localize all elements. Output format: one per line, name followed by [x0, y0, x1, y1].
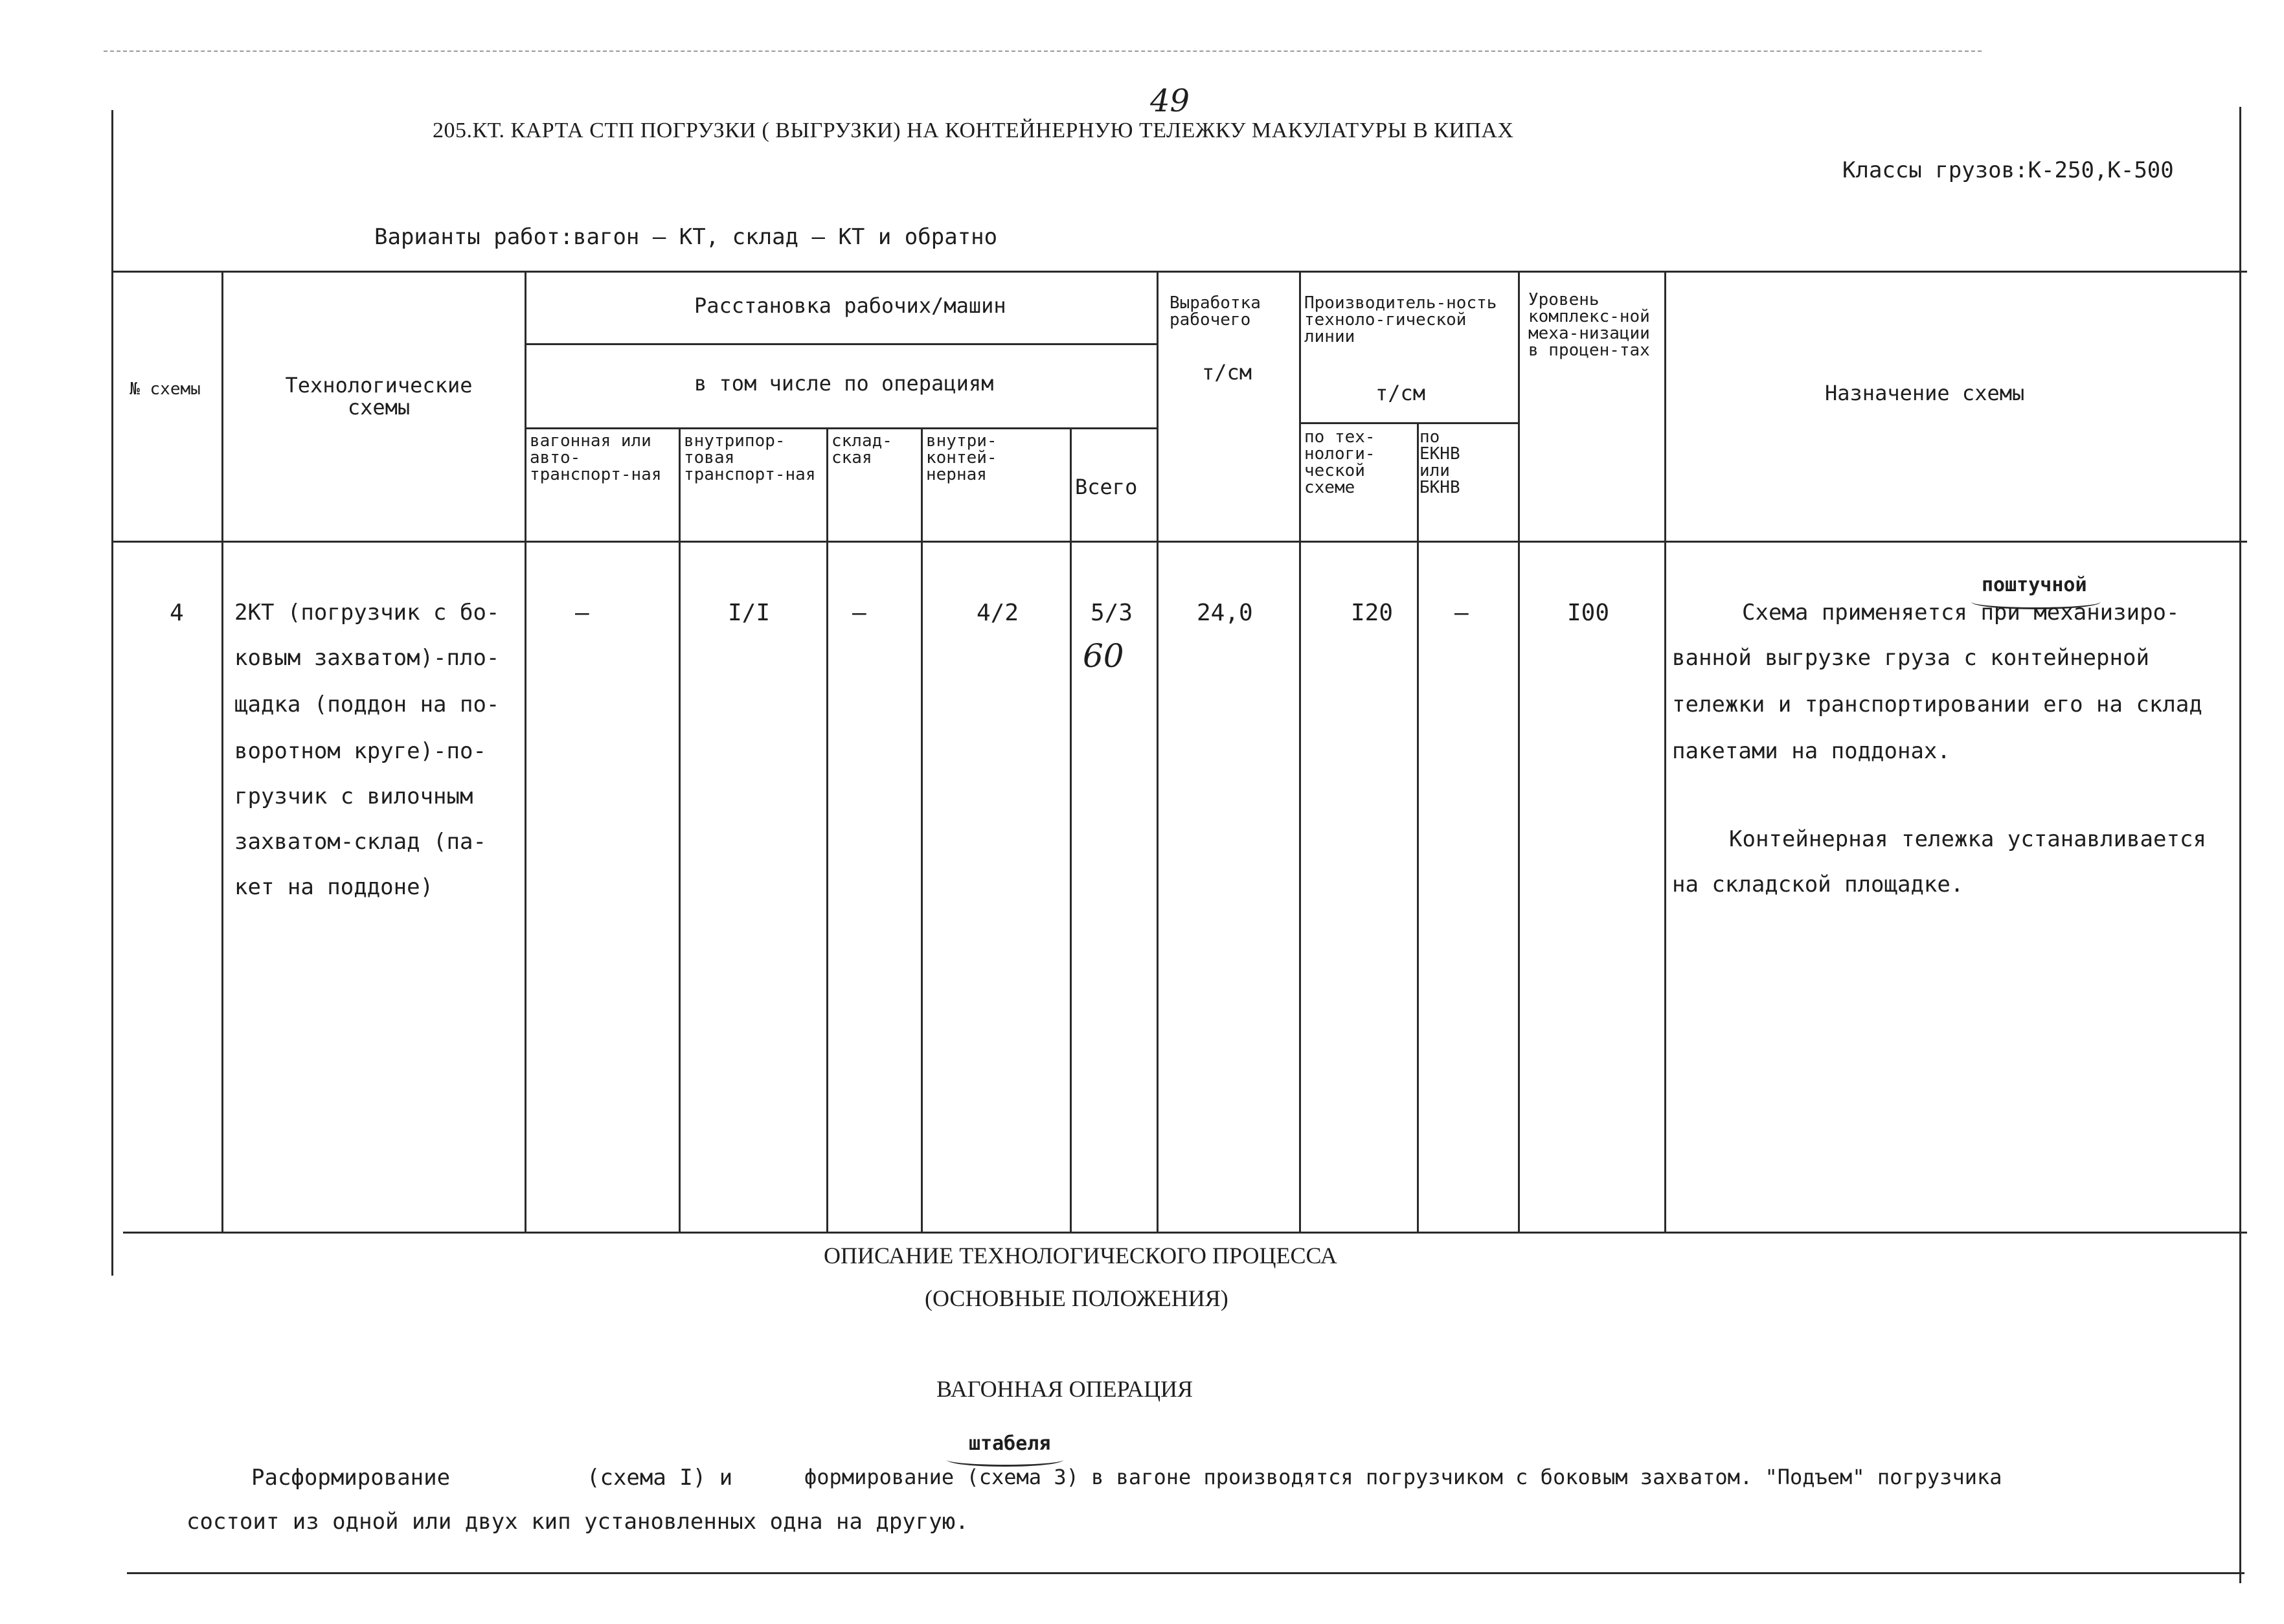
- purpose-line: Контейнерная тележка устанавливается: [1729, 826, 2206, 852]
- row-mechanization: I00: [1567, 600, 1610, 626]
- row-scheme-no: 4: [170, 600, 184, 626]
- section-title: ВАГОННАЯ ОПЕРАЦИЯ: [936, 1376, 1193, 1402]
- row-output: 24,0: [1197, 600, 1253, 626]
- scheme-line: ковым захватом)-пло-: [234, 645, 500, 671]
- scheme-line: 2КТ (погрузчик с бо-: [234, 600, 500, 626]
- header-intraport: внутрипор-товая транспорт-ная: [684, 431, 816, 484]
- header-including: в том числе по операциям: [694, 371, 994, 396]
- purpose-line: пакетами на поддонах.: [1672, 738, 1950, 764]
- header-scheme-no: № схемы: [130, 379, 201, 399]
- scheme-line: захватом-склад (па-: [234, 829, 486, 855]
- scheme-line: кет на поддоне): [234, 874, 434, 900]
- header-purpose: Назначение схемы: [1825, 381, 2025, 405]
- cargo-class: Классы грузов:К-250,К-500: [1842, 157, 2174, 183]
- header-placement: Расстановка рабочих/машин: [694, 293, 1006, 318]
- process-title: ОПИСАНИЕ ТЕХНОЛОГИЧЕСКОГО ПРОЦЕССА: [824, 1243, 1337, 1269]
- purpose-line: ванной выгрузке груза с контейнерной: [1672, 645, 2149, 671]
- top-scan-line: [104, 51, 1982, 52]
- header-by-scheme: по тех-нологи-ческой схеме: [1304, 427, 1375, 497]
- row-by-scheme: I20: [1351, 600, 1394, 626]
- row-warehouse: –: [852, 600, 866, 626]
- row-intraport: I/I: [728, 600, 771, 626]
- process-para-line2: состоит из одной или двух кип установленных одна на другую.: [187, 1509, 969, 1535]
- process-para-c: формирование (схема 3) в вагоне производятся погрузчиком с боковым захватом. "Подъем" погрузчика: [804, 1465, 2002, 1489]
- header-total: Всего: [1075, 475, 1138, 499]
- header-wagon: вагонная или авто-транспорт-ная: [530, 431, 662, 484]
- purpose-insert: поштучной: [1982, 574, 2087, 596]
- row-wagon: –: [575, 600, 589, 626]
- process-subtitle: (ОСНОВНЫЕ ПОЛОЖЕНИЯ): [925, 1285, 1228, 1311]
- page-number: 49: [1150, 83, 1190, 119]
- process-para-a: Расформирование: [251, 1465, 451, 1491]
- header-output-unit: т/см: [1202, 360, 1252, 385]
- scheme-line: воротном круге)-по-: [234, 738, 486, 764]
- process-para-b: (схема I) и: [587, 1465, 733, 1491]
- header-productivity: Производитель-ность техноло-гической линии: [1304, 293, 1497, 346]
- header-productivity-unit: т/см: [1375, 381, 1426, 405]
- header-mechanization: Уровень комплекс-ной меха-низации в процен-тах: [1528, 290, 1650, 360]
- work-variants: Варианты работ:вагон – КТ, склад – КТ и обратно: [374, 224, 998, 250]
- purpose-line: на складской площадке.: [1672, 872, 1964, 897]
- scheme-line: щадка (поддон на по-: [234, 692, 500, 717]
- header-tech-schemes: Технологические схемы: [285, 373, 473, 420]
- row-total: 5/3: [1091, 600, 1133, 626]
- header-intracontainer: внутри-контей-нерная: [926, 431, 997, 484]
- row-intracontainer: 4/2: [977, 600, 1019, 626]
- process-insert-word: штабеля: [969, 1432, 1051, 1455]
- row-total-handwritten: 60: [1083, 637, 1124, 675]
- document-title: 205.КТ. КАРТА СТП ПОГРУЗКИ ( ВЫГРУЗКИ) НА КОНТЕЙНЕРНУЮ ТЕЛЕЖКУ МАКУЛАТУРЫ В КИПАХ: [433, 118, 1514, 142]
- row-by-eknv: –: [1454, 600, 1469, 626]
- purpose-line: тележки и транспортировании его на склад: [1672, 692, 2202, 717]
- bottom-border: [127, 1572, 2244, 1574]
- header-warehouse: склад-ская: [831, 431, 892, 468]
- header-by-eknv: по ЕКНВ или БКНВ: [1419, 427, 1460, 497]
- header-output: Выработка рабочего: [1170, 293, 1261, 330]
- scheme-line: грузчик с вилочным: [234, 784, 473, 809]
- purpose-line: Схема применяется при механизиро-: [1742, 600, 2180, 626]
